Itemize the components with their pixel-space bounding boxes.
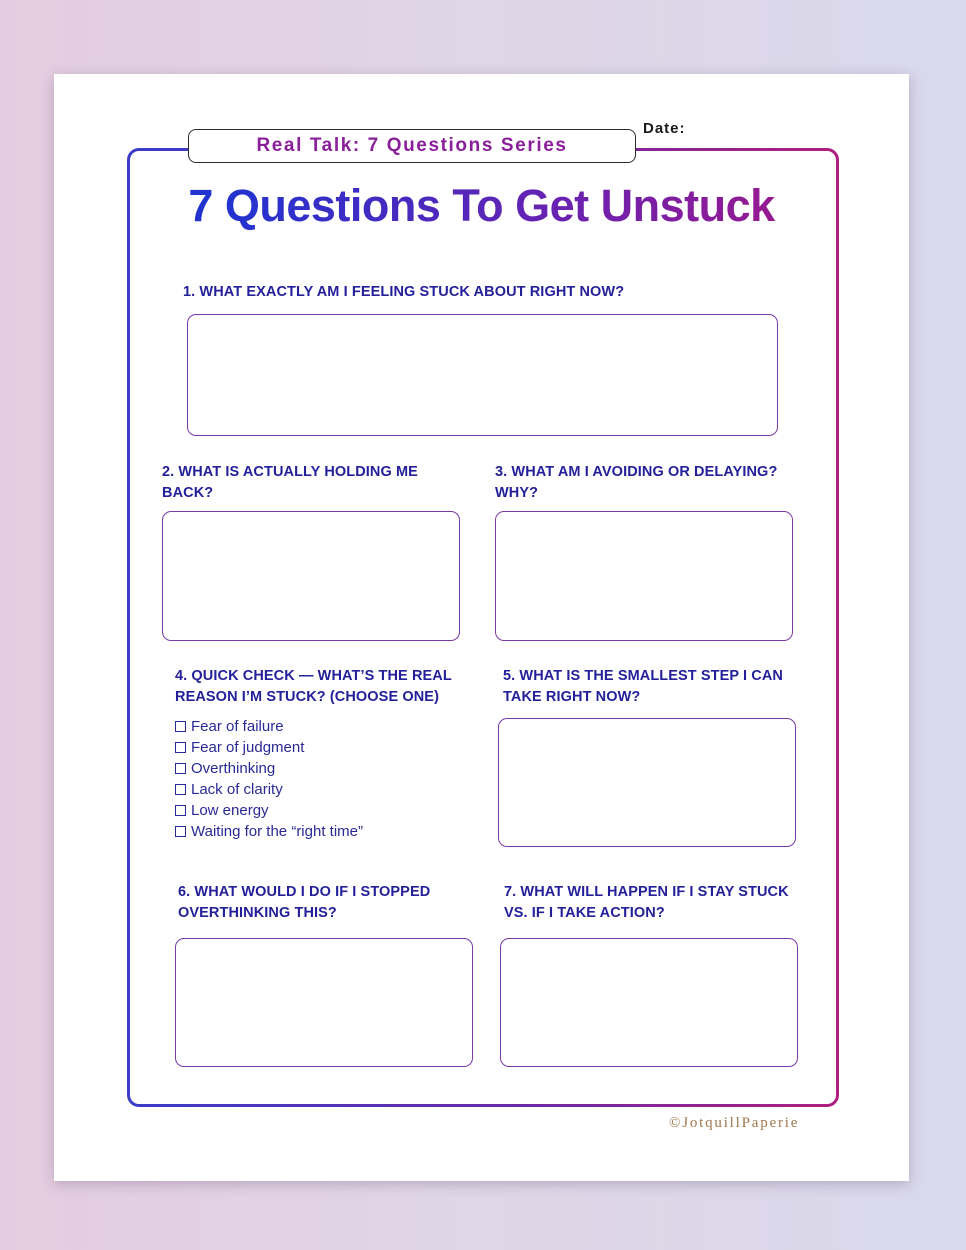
answer-box-7[interactable] (500, 938, 798, 1067)
answer-box-5[interactable] (498, 718, 796, 847)
answer-box-3[interactable] (495, 511, 793, 641)
copyright-text: ©JotquillPaperie (669, 1115, 800, 1131)
checkbox-icon[interactable] (175, 826, 186, 837)
question-2-label: 2. WHAT IS ACTUALLY HOLDING ME BACK? (162, 464, 418, 501)
question-4-label: 4. QUICK CHECK — WHAT’S THE REAL REASON I’M STUCK? (CHOOSE ONE) (175, 668, 452, 705)
checkbox-icon[interactable] (175, 721, 186, 732)
checklist-item[interactable]: Fear of judgment (175, 737, 363, 758)
checkbox-icon[interactable] (175, 805, 186, 816)
question-6-label: 6. WHAT WOULD I DO IF I STOPPED OVERTHINKING THIS? (178, 884, 431, 921)
reason-checklist (175, 716, 363, 842)
series-label: Real Talk: 7 Questions Series (188, 129, 636, 163)
worksheet-page (54, 74, 909, 1181)
question-7-label: 7. WHAT WILL HAPPEN IF I STAY STUCK VS. IF I TAKE ACTION? (504, 884, 789, 921)
checklist-item[interactable]: Low energy (175, 800, 363, 821)
checkbox-icon[interactable] (175, 784, 186, 795)
checkbox-icon[interactable] (175, 742, 186, 753)
date-label: Date: (643, 120, 686, 137)
checklist-item[interactable]: Lack of clarity (175, 779, 363, 800)
answer-box-6[interactable] (175, 938, 473, 1067)
checklist-item[interactable]: Overthinking (175, 758, 363, 779)
checkbox-icon[interactable] (175, 763, 186, 774)
answer-box-2[interactable] (162, 511, 460, 641)
question-5-label: 5. WHAT IS THE SMALLEST STEP I CAN TAKE RIGHT NOW? (503, 668, 783, 705)
page-title: 7 Questions To Get Unstuck (54, 180, 909, 232)
checklist-item[interactable]: Fear of failure (175, 716, 363, 737)
question-3-label: 3. WHAT AM I AVOIDING OR DELAYING? WHY? (495, 464, 778, 501)
question-1-label: 1. WHAT EXACTLY AM I FEELING STUCK ABOUT RIGHT NOW? (183, 284, 625, 300)
answer-box-1[interactable] (187, 314, 778, 436)
checklist-item[interactable]: Waiting for the “right time” (175, 821, 363, 842)
